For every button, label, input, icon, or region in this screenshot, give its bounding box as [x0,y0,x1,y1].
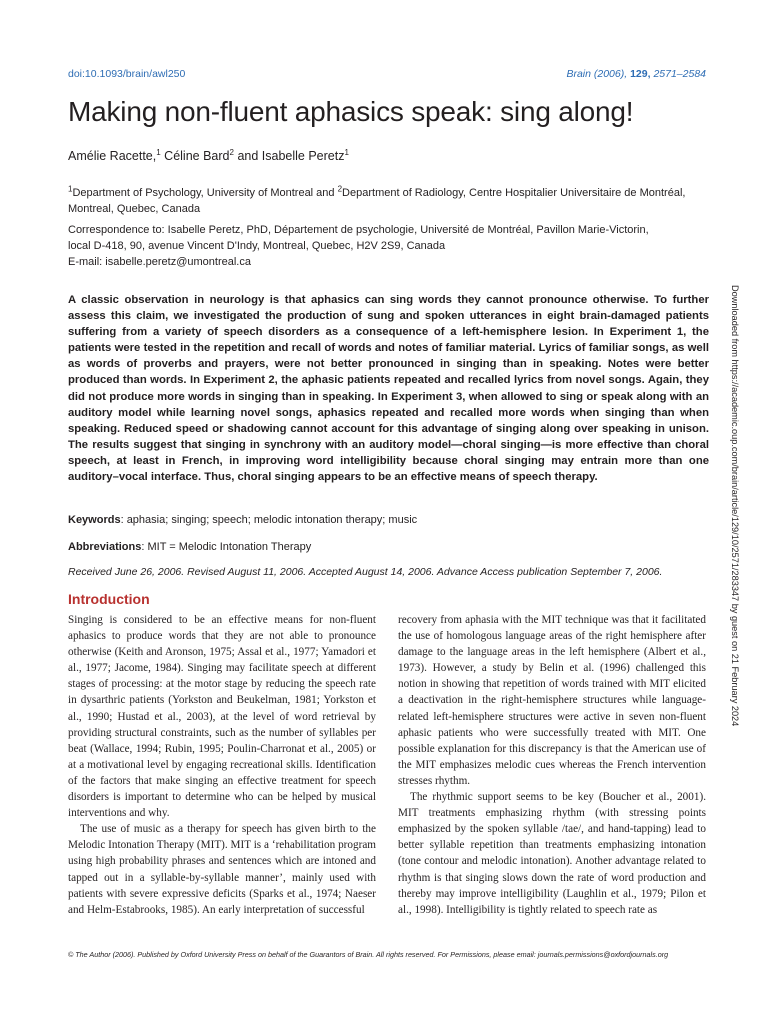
author-name: Céline Bard [164,149,230,163]
keywords-text: : aphasia; singing; speech; melodic intonation therapy; music [120,514,418,526]
abbreviations [68,541,311,553]
journal-citation[interactable] [566,68,706,80]
keywords-label: Keywords [68,514,121,526]
author-name: and Isabelle Peretz [237,149,345,163]
journal-pages: 2571–2584 [653,68,706,80]
affiliation-mark: 1 [68,184,73,194]
author-affiliation-mark: 1 [344,147,349,157]
abstract: A classic observation in neurology is that aphasics can sing words they cannot pronounce otherwise. To further assess this claim, we investigated the production of sung and spoken utterances in eight brain-damaged patients suffering from a variety of speech disorders as a consequence of a left-hemisphere lesion. In Experiment 1, the patients were tested in the repetition and recall of words and notes of familiar material. Lyrics of familiar songs, as well as words of proverbs and prayers, were not better pronounced in singing than in speaking. Notes were better produced than words. In Experiment 2, the aphasic patients repeated and recalled lyrics from novel songs. Again, they did not produce more words in singing than in speaking. In Experiment 3, when allowed to sing or speak along with an auditory model while learning novel songs, aphasics repeated and recalled more words when singing than when speaking. Reduced speed or shadowing cannot account for this advantage of singing along over speaking in unison. The results suggest that singing in synchrony with an auditory model—choral singing—is more effective than choral speech, at least in French, in improving word intelligibility because choral singing may entrain more than one auditory–vocal interface. Thus, choral singing appears to be an effective means of speech therapy. [68,294,709,484]
affiliation-text: Department of Psychology, University of Montreal and [72,187,338,199]
doi-link[interactable]: doi:10.1093/brain/awl250 [68,68,186,80]
abbreviations-text: : MIT = Melodic Intonation Therapy [141,541,312,553]
correspondence-line: local D-418, 90, avenue Vincent D'Indy, Montreal, Quebec, H2V 2S9, Canada [68,240,446,252]
correspondence-line: Correspondence to: Isabelle Peretz, PhD, Département de psychologie, Université de Montréal, Pavillon Marie-Victorin, [68,224,649,236]
download-watermark [730,285,741,727]
section-heading-introduction: Introduction [68,591,150,607]
journal-name: Brain [566,68,591,80]
author-affiliation-mark: 1 [156,147,161,157]
body-column-right [398,612,706,918]
journal-year: (2006), [593,68,628,80]
body-paragraph: Singing is considered to be an effective means for non-fluent aphasics to produce words that they are not able to pronounce otherwise (Keith and Aronson, 1975; Assal et al., 1977; Yamadori et al., 1977; Jacome, 1984). Singing may facilitate speech at different stages of processing: at the motor stage by reducing the speech rate in dysarthric patients (Yorkston and Beukelman, 1981; Yorkston et al., 1990; Hustad et al., 2003), at the level of word retrieval by providing structural constraints, such as the number of syllables per beat (Wallace, 1994; Rubin, 1995; Poulin-Charronat et al., 2005) or at a motivational level by engaging recreational skills. Identification of the factors that make singing an effective treatment for speech disorders is important to determine who can be helped by musical interventions and why. [68,614,376,820]
keywords [68,514,417,526]
affiliation-mark: 2 [337,184,343,194]
download-note: Downloaded from https://academic.oup.com/brain/article/129/10/2571/283347 by guest on 21 February 2024 [730,285,740,727]
journal-volume: 129, [630,68,651,80]
author-name: Amélie Racette, [68,149,157,163]
received-dates: Received June 26, 2006. Revised August 11, 2006. Accepted August 14, 2006. Advance Access publication September 7, 2006. [68,566,663,578]
correspondence [68,222,708,270]
author-affiliation-mark: 2 [229,147,234,157]
body-column-left [68,612,376,918]
copyright-footer: © The Author (2006). Published by Oxford University Press on behalf of the Guarantors of Brain. All rights reserved. For Permissions, please email: journals.permissions@oxfordjournals.org [68,950,669,959]
body-paragraph: The rhythmic support seems to be key (Boucher et al., 2001). MIT treatments emphasizing rhythm (with stressing points emphasized by the spoken syllable /tae/, and hand-tapping) lead to better syllable repetition than treatments emphasizing intonation (tone contour and melodic intonation). Another advantage related to rhythm is that singing slows down the rate of word production and thereby may improve intelligibility (Laughlin et al., 1979; Pilon et al., 1998). Intelligibility is tightly related to speech rate as [398,791,706,916]
correspondence-email: E-mail: isabelle.peretz@umontreal.ca [68,256,251,268]
affiliation-text: Department of Radiology, Centre Hospitalier Universitaire de Montréal, Montreal, Quebec, Canada [68,187,686,215]
abbreviations-label: Abbreviations [68,541,142,553]
body-paragraph: recovery from aphasia with the MIT technique was that it facilitated the use of homologous language areas of the right hemisphere after damage to the language areas in the left hemisphere (Albert et al., 1973). However, a study by Belin et al. (1996) challenged this notion in showing that repetition of words trained with MIT elicited a deactivation in the right-hemisphere structures while language-related left-hemisphere structures were active in seven non-fluent aphasic patients who were successfully treated with MIT. One possible explanation for this discrepancy is that the American use of the MIT emphasizes melodic cues whereas the French intervention stresses rhythm. [398,614,706,787]
affiliations [68,185,708,217]
author-list [68,149,349,163]
paper-title: Making non-fluent aphasics speak: sing along! [68,96,634,127]
body-paragraph: The use of music as a therapy for speech has given birth to the Melodic Intonation Therapy (MIT). MIT is a ‘rehabilitation program using high probability phrases and sentences which are intoned and tapped out in a syllable-by-syllable manner’, mainly used with patients with severe expressive deficits (Sparks et al., 1974; Naeser and Helm-Estabrooks, 1985). An early interpretation of successful [68,823,376,916]
